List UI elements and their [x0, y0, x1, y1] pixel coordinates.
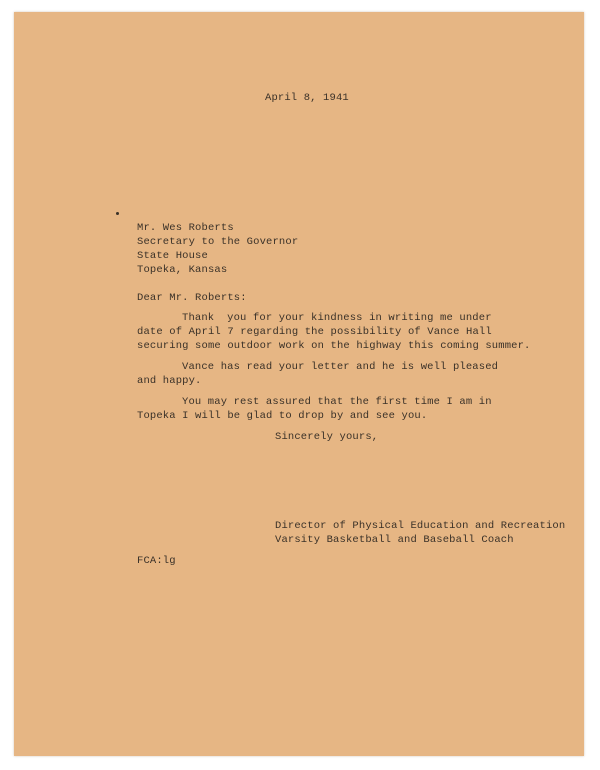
body-line: date of April 7 regarding the possibility of Vance Hall	[137, 326, 492, 338]
body-line: Thank you for your kindness in writing me under	[182, 312, 492, 324]
recipient-address: State House	[137, 250, 208, 262]
body-line: and happy.	[137, 375, 202, 387]
body-line: You may rest assured that the first time I am in	[182, 396, 492, 408]
body-line: Vance has read your letter and he is well pleased	[182, 361, 499, 373]
letter-date: April 8, 1941	[265, 92, 349, 104]
body-line: Topeka I will be glad to drop by and see you.	[137, 410, 428, 422]
recipient-title: Secretary to the Governor	[137, 236, 299, 248]
signature-title: Director of Physical Education and Recreation	[275, 520, 566, 532]
closing: Sincerely yours,	[275, 431, 379, 443]
recipient-city: Topeka, Kansas	[137, 264, 228, 276]
signature-subtitle: Varsity Basketball and Baseball Coach	[275, 534, 514, 546]
typist-initials: FCA:lg	[137, 555, 176, 567]
letter-page	[14, 12, 584, 756]
recipient-name: Mr. Wes Roberts	[137, 222, 234, 234]
salutation: Dear Mr. Roberts:	[137, 292, 247, 304]
margin-dot	[116, 212, 119, 215]
body-line: securing some outdoor work on the highway this coming summer.	[137, 340, 531, 352]
